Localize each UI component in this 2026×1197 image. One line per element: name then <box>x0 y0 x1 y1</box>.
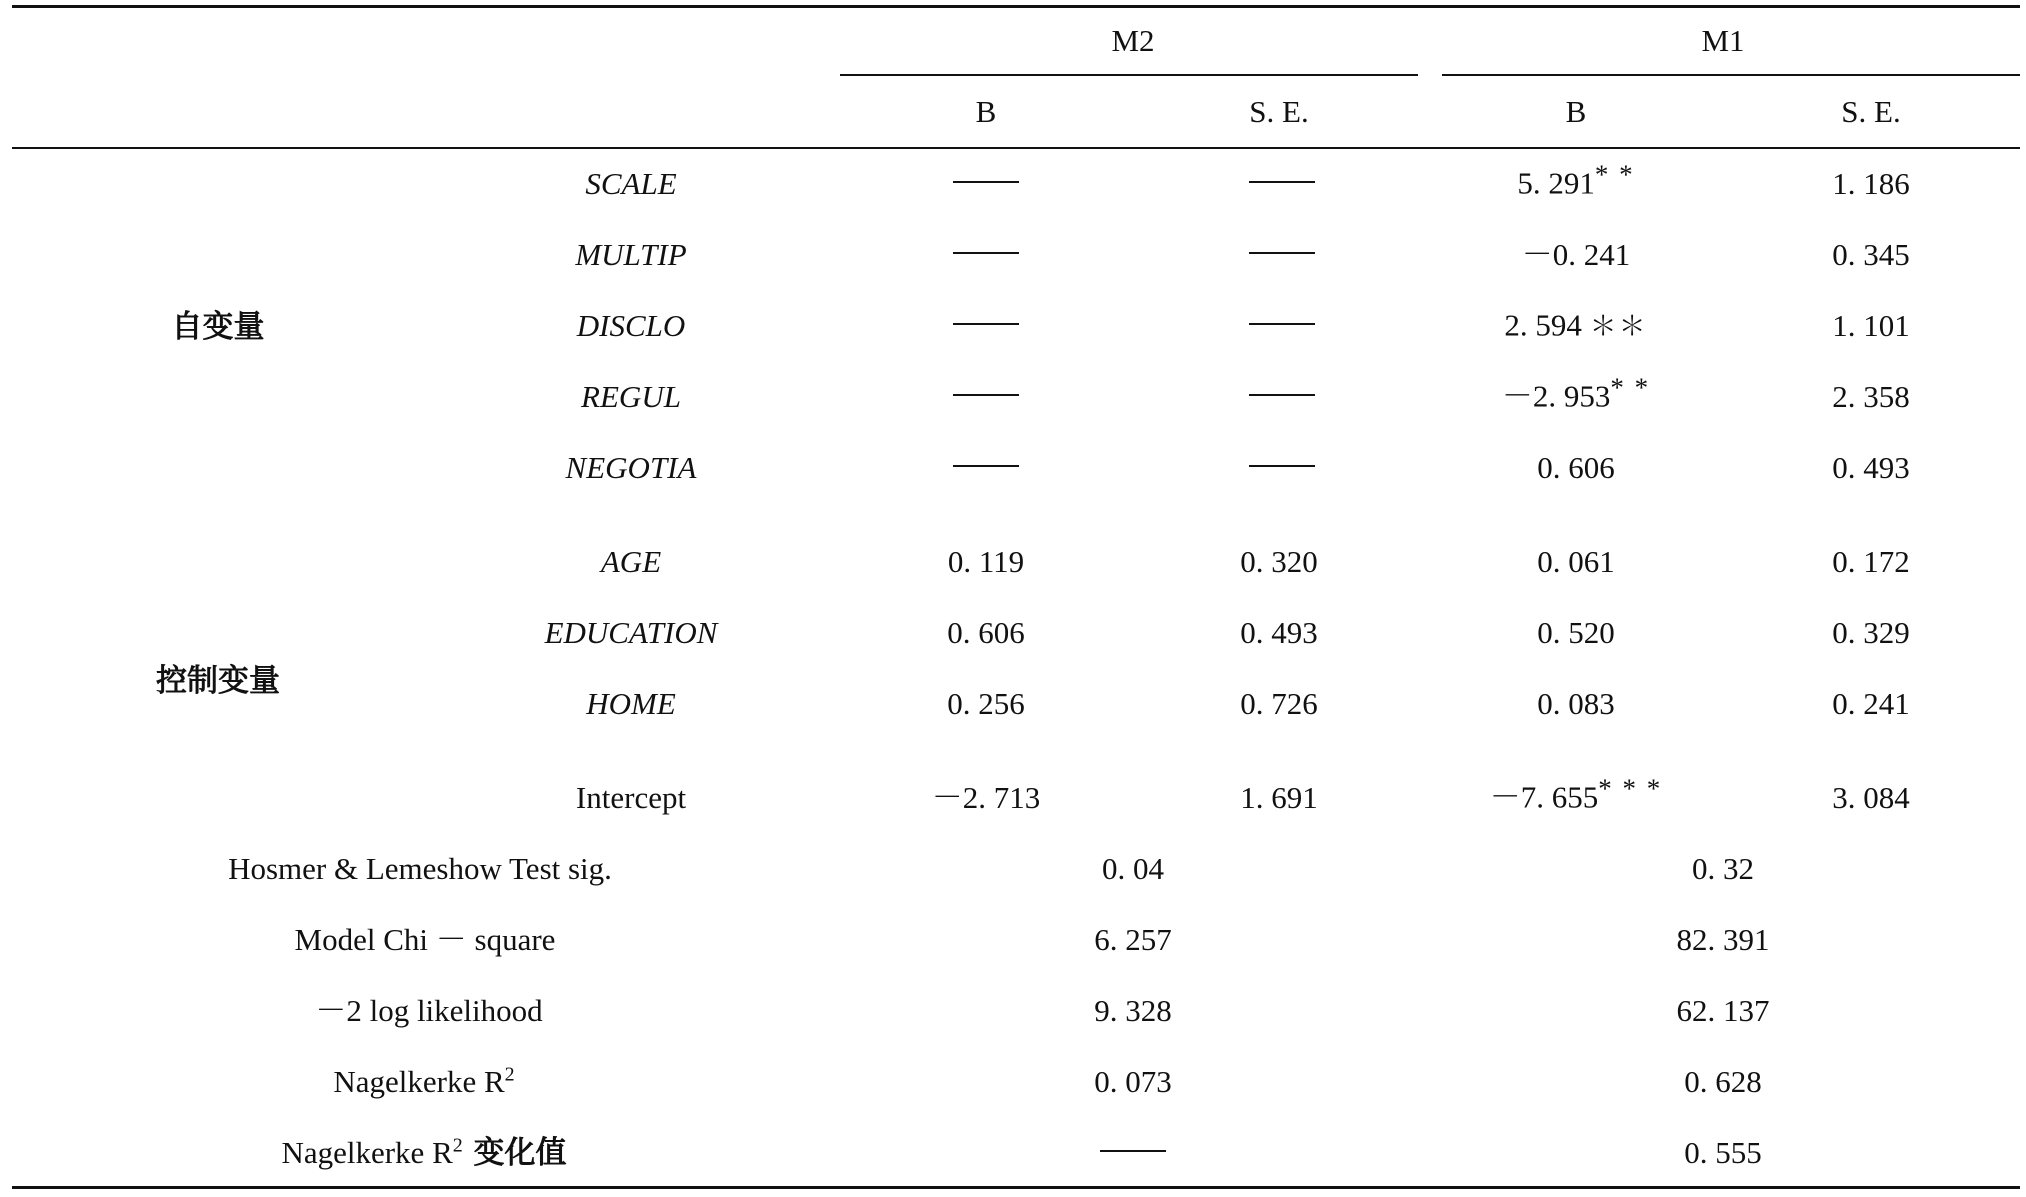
m1-se-header: S. E. <box>1841 94 1901 129</box>
stat-label <box>281 1133 566 1173</box>
m1-se-value: 2. 358 <box>1832 379 1910 414</box>
m1-b-number: 5. 291 <box>1517 165 1595 201</box>
var-label: DISCLO <box>576 308 686 343</box>
var-label: HOME <box>586 686 676 721</box>
m2-se-value: 0. 493 <box>1240 615 1318 650</box>
m2-se-dash <box>1249 323 1315 325</box>
m1-b-value: －0. 241 <box>1521 237 1631 272</box>
stat-m1-value: 82. 391 <box>1676 922 1770 957</box>
stat-label <box>333 1062 514 1102</box>
m1-b-number: 2. 594 <box>1504 307 1582 343</box>
superscript: 2 <box>452 1134 463 1157</box>
var-label: SCALE <box>585 166 677 201</box>
m1-b-value: 0. 061 <box>1537 544 1615 579</box>
m1-se-value: 1. 101 <box>1832 308 1910 343</box>
m2-se-header: S. E. <box>1249 94 1309 129</box>
superscript: 2 <box>504 1063 515 1086</box>
stat-m2-value: 9. 328 <box>1094 993 1172 1028</box>
m2-b-dash <box>953 252 1019 254</box>
m2-b-value: 0. 606 <box>947 615 1025 650</box>
m2-se-dash <box>1249 394 1315 396</box>
stat-label: Hosmer & Lemeshow Test sig. <box>228 851 612 886</box>
m1-b-header: B <box>1565 94 1587 129</box>
m2-header-underline <box>840 74 1418 76</box>
m2-b-header: B <box>975 94 997 129</box>
stat-label: Model Chi － square <box>294 922 556 957</box>
stat-m2-value: 6. 257 <box>1094 922 1172 957</box>
significance-stars: * * <box>1610 372 1651 403</box>
m2-b-dash <box>953 181 1019 183</box>
m1-b-value <box>1489 773 1663 819</box>
m2-se-value: 0. 726 <box>1240 686 1318 721</box>
stat-label-suffix: 变化值 <box>462 1135 567 1171</box>
stat-m2-dash <box>1100 1150 1166 1152</box>
m1-se-value: 1. 186 <box>1832 166 1910 201</box>
m1-b-value <box>1517 159 1635 205</box>
m2-b-value: 0. 256 <box>947 686 1025 721</box>
var-label: NEGOTIA <box>565 450 697 485</box>
m1-header-underline <box>1442 74 2020 76</box>
bottom-rule <box>12 1186 2020 1189</box>
stat-m1-value: 0. 32 <box>1692 851 1754 886</box>
m1-se-value: 0. 241 <box>1832 686 1910 721</box>
m1-header: M1 <box>1701 23 1745 58</box>
stat-label-text: Nagelkerke R <box>281 1135 453 1170</box>
m2-b-dash <box>953 323 1019 325</box>
group-label-independent: 自变量 <box>171 309 265 345</box>
header-rule <box>12 147 2020 149</box>
m1-b-number: －7. 655 <box>1489 779 1599 815</box>
significance-stars: * * <box>1594 159 1635 190</box>
m1-se-value: 0. 493 <box>1832 450 1910 485</box>
m1-b-value: 0. 606 <box>1537 450 1615 485</box>
m2-se-dash <box>1249 181 1315 183</box>
m1-b-value: 0. 083 <box>1537 686 1615 721</box>
var-label: REGUL <box>581 379 681 414</box>
m1-se-value: 0. 329 <box>1832 615 1910 650</box>
var-label: EDUCATION <box>544 615 718 650</box>
m1-b-value: 0. 520 <box>1537 615 1615 650</box>
m2-se-dash <box>1249 252 1315 254</box>
stat-m1-value: 0. 628 <box>1684 1064 1762 1099</box>
stat-m2-value: 0. 04 <box>1102 851 1164 886</box>
significance-stars: ＊＊ <box>1589 311 1648 342</box>
m2-b-value: 0. 119 <box>947 544 1025 579</box>
m1-se-value: 0. 172 <box>1832 544 1910 579</box>
m2-se-dash <box>1249 465 1315 467</box>
stat-label-text: Nagelkerke R <box>333 1064 505 1099</box>
m1-se-value: 0. 345 <box>1832 237 1910 272</box>
stat-m2-value: 0. 073 <box>1094 1064 1172 1099</box>
m1-b-value <box>1501 372 1651 418</box>
m2-header: M2 <box>1111 23 1155 58</box>
m2-b-value: －2. 713 <box>931 780 1041 815</box>
m1-b-value <box>1504 306 1647 347</box>
significance-stars: * * * <box>1598 773 1663 804</box>
m1-se-value: 3. 084 <box>1832 780 1910 815</box>
m2-se-value: 1. 691 <box>1240 780 1318 815</box>
stat-m1-value: 0. 555 <box>1684 1135 1762 1170</box>
m1-b-number: －2. 953 <box>1501 378 1611 414</box>
var-label: MULTIP <box>575 237 687 272</box>
var-label: AGE <box>600 544 662 579</box>
m2-se-value: 0. 320 <box>1240 544 1318 579</box>
stat-m1-value: 62. 137 <box>1676 993 1770 1028</box>
m2-b-dash <box>953 394 1019 396</box>
group-label-control: 控制变量 <box>156 663 280 699</box>
top-rule <box>12 5 2020 8</box>
var-label: Intercept <box>575 780 687 815</box>
stat-label: －2 log likelihood <box>315 993 543 1028</box>
m2-b-dash <box>953 465 1019 467</box>
